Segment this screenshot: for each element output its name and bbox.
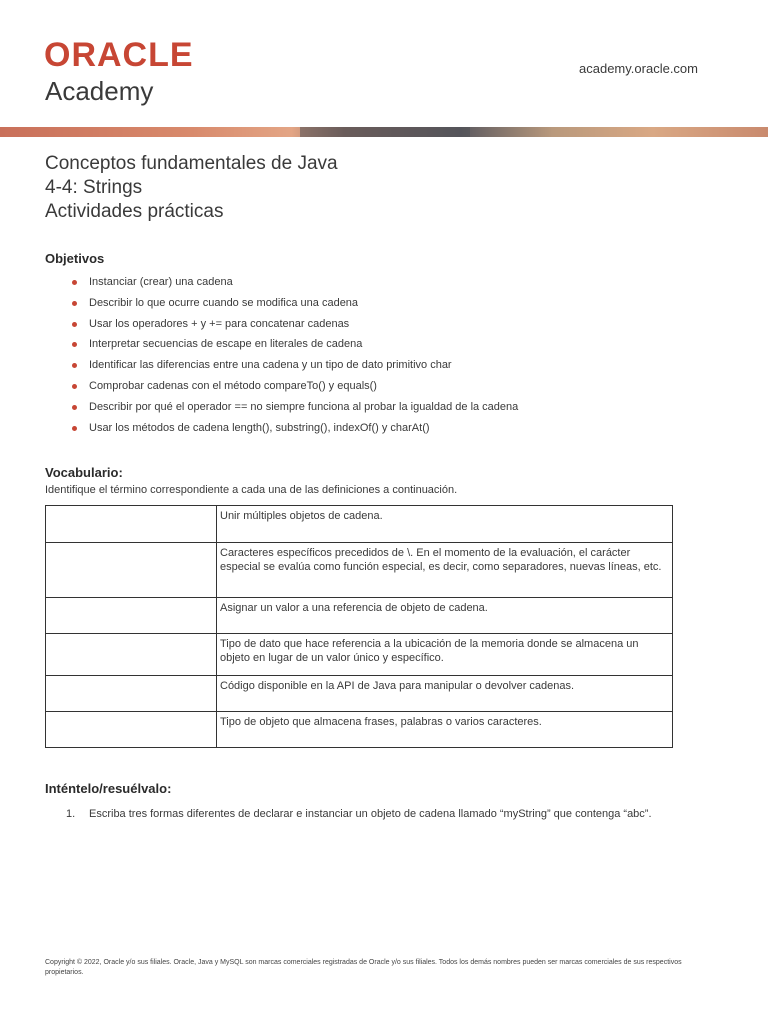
definition-cell: Tipo de objeto que almacena frases, palabras o varios caracteres. xyxy=(217,712,673,748)
list-item: Usar los métodos de cadena length(), substring(), indexOf() y charAt() xyxy=(70,420,518,441)
definition-cell: Código disponible en la API de Java para manipular o devolver cadenas. xyxy=(217,676,673,712)
table-row xyxy=(46,676,673,712)
table-row xyxy=(46,634,673,676)
table-row xyxy=(46,712,673,748)
task-list xyxy=(66,808,652,820)
bullet-icon xyxy=(72,342,77,347)
bullet-icon xyxy=(72,280,77,285)
bullet-icon xyxy=(72,363,77,368)
task-number: 1. xyxy=(66,808,76,820)
term-cell[interactable] xyxy=(46,598,217,634)
site-url: academy.oracle.com xyxy=(579,61,698,76)
objectives-list xyxy=(70,274,518,440)
term-cell[interactable] xyxy=(46,634,217,676)
list-item: Usar los operadores + y += para concatenar cadenas xyxy=(70,316,518,337)
title-lesson: 4-4: Strings xyxy=(45,177,143,198)
table-row xyxy=(46,598,673,634)
table-row xyxy=(46,506,673,543)
vocabulary-table xyxy=(45,505,673,748)
term-cell[interactable] xyxy=(46,543,217,598)
term-cell[interactable] xyxy=(46,506,217,543)
title-course: Conceptos fundamentales de Java xyxy=(45,153,338,174)
document-title xyxy=(45,152,338,224)
objectives-heading: Objetivos xyxy=(45,251,105,266)
title-activity: Actividades prácticas xyxy=(45,201,224,222)
list-item: Comprobar cadenas con el método compareTo() y equals() xyxy=(70,378,518,399)
bullet-icon xyxy=(72,405,77,410)
list-item: Identificar las diferencias entre una cadena y un tipo de dato primitivo char xyxy=(70,357,518,378)
term-cell[interactable] xyxy=(46,676,217,712)
list-item: Instanciar (crear) una cadena xyxy=(70,274,518,295)
list-item xyxy=(66,808,652,820)
definition-cell: Tipo de dato que hace referencia a la ubicación de la memoria donde se almacena un objeto en lugar de un valor único y específico. xyxy=(217,634,673,676)
definition-cell: Caracteres específicos precedidos de \. En el momento de la evaluación, el carácter especial se evalúa como función especial, es decir, como separadores, nuevas líneas, etc. xyxy=(217,543,673,598)
oracle-logo: ORACLE xyxy=(44,36,194,74)
definition-cell: Asignar un valor a una referencia de objeto de cadena. xyxy=(217,598,673,634)
copyright-footer: Copyright © 2022, Oracle y/o sus filiales. Oracle, Java y MySQL son marcas comerciales registradas de Oracle y/o sus filiales. Todos los demás nombres pueden ser marcas comerciales de sus respectivos propietarios. xyxy=(45,959,682,976)
list-item: Describir por qué el operador == no siempre funciona al probar la igualdad de la cadena xyxy=(70,399,518,420)
vocabulary-intro: Identifique el término correspondiente a cada una de las definiciones a continuación. xyxy=(45,484,458,496)
table-row xyxy=(46,543,673,598)
list-item: Describir lo que ocurre cuando se modifica una cadena xyxy=(70,295,518,316)
definition-cell: Unir múltiples objetos de cadena. xyxy=(217,506,673,543)
bullet-icon xyxy=(72,426,77,431)
bullet-icon xyxy=(72,322,77,327)
bullet-icon xyxy=(72,301,77,306)
term-cell[interactable] xyxy=(46,712,217,748)
bullet-icon xyxy=(72,384,77,389)
task-text: Escriba tres formas diferentes de declarar e instanciar un objeto de cadena llamado “myString” que contenga “abc”. xyxy=(89,808,652,820)
list-item: Interpretar secuencias de escape en literales de cadena xyxy=(70,336,518,357)
decorative-banner xyxy=(0,127,768,137)
academy-logo-text: Academy xyxy=(45,76,154,106)
try-solve-heading: Inténtelo/resuélvalo: xyxy=(45,781,172,796)
vocabulary-heading: Vocabulario: xyxy=(45,465,123,480)
